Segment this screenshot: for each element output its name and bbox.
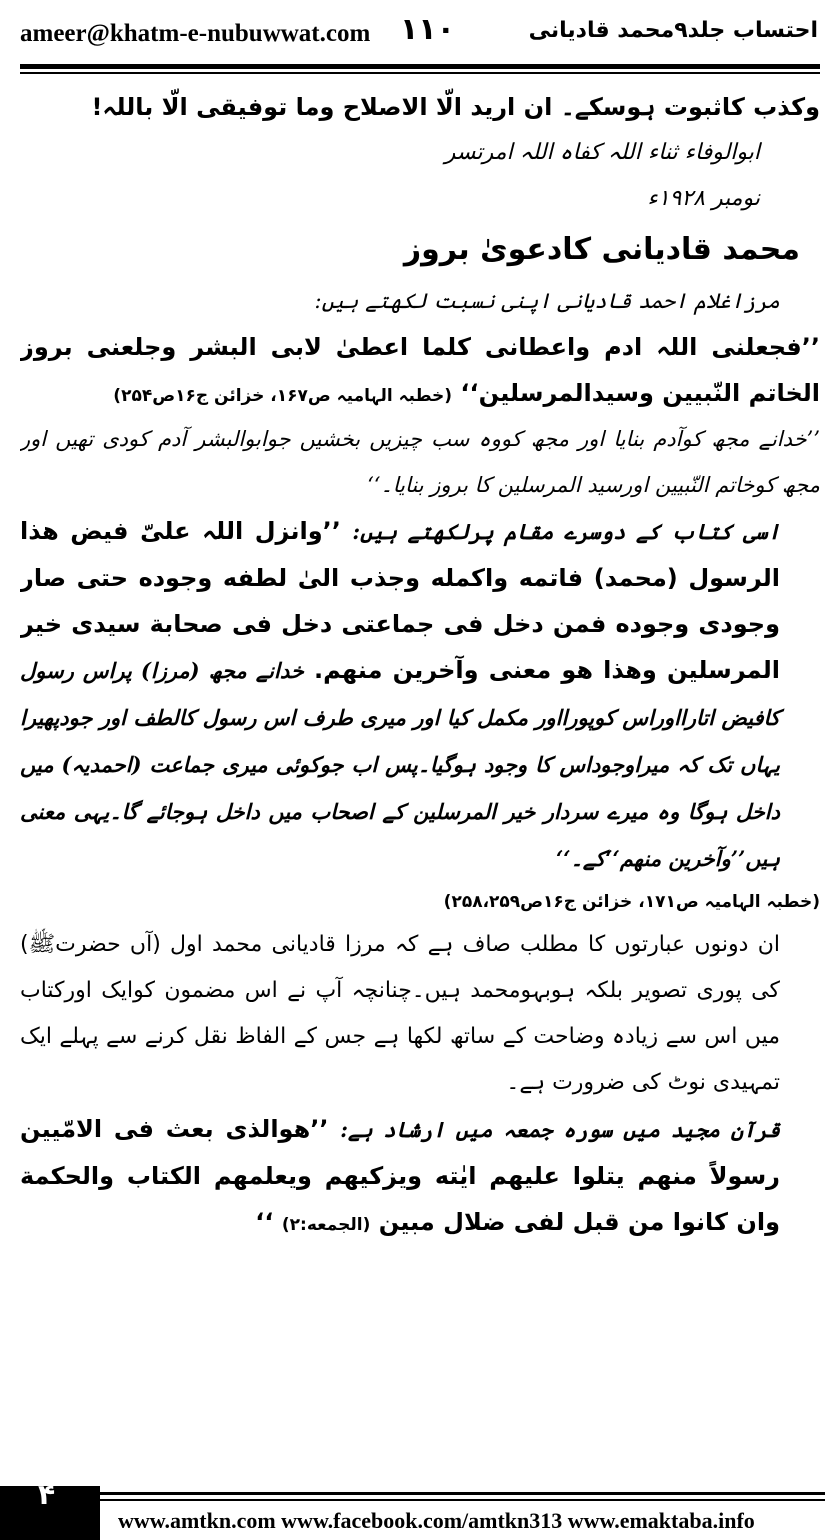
intro-line: مرزاغلام احمد قادیانی اپنی نسبت لکھتے ہیں: <box>314 289 780 313</box>
section-heading: محمد قادیانی کادعویٰ بروز <box>403 232 800 267</box>
paragraph-3: ان دونوں عبارتوں کا مطلب صاف ہے کہ مرزا قادیانی محمد اول (آں حضرتﷺ) کی پوری تصویر بلکہ ہوبہومحمد ہیں۔چنانچہ آپ نے اس مضمون کوایک اورکتاب میں اس سے زیادہ وضاحت کے ساتھ لکھا ہے جس کے الفاظ نقل کرنے سے پہلے ایک تمہیدی نوٹ کی ضرورت ہے۔ <box>20 932 780 1095</box>
header-rule-thick <box>20 64 820 69</box>
reference-2: (خطبہ الہامیہ ص۱۷۱، خزائن ج۱۶ص۲۵۸،۲۵۹) <box>443 892 820 912</box>
paragraph-4-quote: ’’ھوالذی بعث فی الامّیین رسولاً منھم یتلوا علیھم ایٰته ویزکیھم ویعلمھم الکتاب والحکمة وان کانوا من قبل لفی ضلال مبین <box>20 1115 780 1236</box>
reference-1: (خطبہ الہامیہ ص۱۶۷، خزائن ج۱۶ص۲۵۴) <box>113 386 453 406</box>
translation-2: خدانے مجھ (مرزا) پراس رسول کافیض اتارااوراس کوپورااور مکمل کیا اور میری طرف اس رسول کالطف اور جودپھیرا یہاں تک کہ میراوجوداس کا وجود ہوگیا۔پس اب جوکوئی میری جماعت (احمدیہ) میں داخل ہوگا وہ میرے سردار خیر المرسلین کے اصحاب میں داخل ہوجائے گا۔یہی معنی ہیں’’وآخرین منھم‘‘کے۔‘‘ <box>20 658 780 871</box>
signature-name: ابوالوفاء ثناء اللہ کفاہ اللہ امرتسر <box>444 140 760 165</box>
opening-line: وکذب کاثبوت ہوسکے۔ ان ارید الّا الاصلاح وما توفیقی الّا باللہ! <box>91 93 820 121</box>
arabic-quote-2 <box>20 508 820 882</box>
paragraph-4-intro: قرآن مجید میں سورہ جمعہ میں ارشاد ہے: <box>340 1117 781 1142</box>
footer-urls: www.amtkn.com www.facebook.com/amtkn313 www.emaktaba.info <box>118 1508 755 1533</box>
arabic-quote-1 <box>20 324 820 416</box>
paragraph-4-ref: (الجمعه:۲) <box>281 1215 371 1235</box>
header-email: ameer@khatm-e-nubuwwat.com <box>20 20 371 47</box>
arabic-quote-1-text: ’’فجعلنی اللہ ادم واعطانی کلما اعطیٰ لابی البشر وجلعنی بروز الخاتم النّبیین وسیدالمرسلین‘‘ <box>20 333 820 407</box>
quote-2-intro: اسی کتاب کے دوسرے مقام پرلکھتے ہیں: <box>352 519 780 544</box>
header-book-title: احتساب جلد۹محمد قادیانی <box>528 18 818 43</box>
page-header <box>0 0 840 62</box>
header-page-number: ١١٠ <box>400 12 455 47</box>
page-body <box>20 84 820 1470</box>
footer-rule-1 <box>100 1492 825 1495</box>
paragraph-4-close: ‘‘ <box>255 1208 274 1236</box>
footer-rule-2 <box>100 1499 825 1501</box>
signature-date: نومبر ۱۹۲۸ء <box>647 186 760 211</box>
footer-page-number: ۴ <box>38 1478 56 1511</box>
translation-1: ’’خدانے مجھ کوآدم بنایا اور مجھ کووہ سب چیزیں بخشیں جوابوالبشر آدم کودی تھیں اور مجھ کوخاتم النّبیین اورسید المرسلین کا بروز بنایا۔‘‘ <box>20 427 820 497</box>
header-rule-thin <box>20 72 820 74</box>
paragraph-4 <box>20 1106 820 1245</box>
arabic-quote-2-text: ’’وانزل اللہ علیّ فیض ھذا الرسول (محمد) فاتمه واکمله وجذب الیٰ لطفه وجوده حتی صار وجودی وجوده فمن دخل فی جماعتی دخل فی صحابة سیدی خیر المرسلین وھذا ھو معنی وآخرین منھم. <box>20 517 780 684</box>
